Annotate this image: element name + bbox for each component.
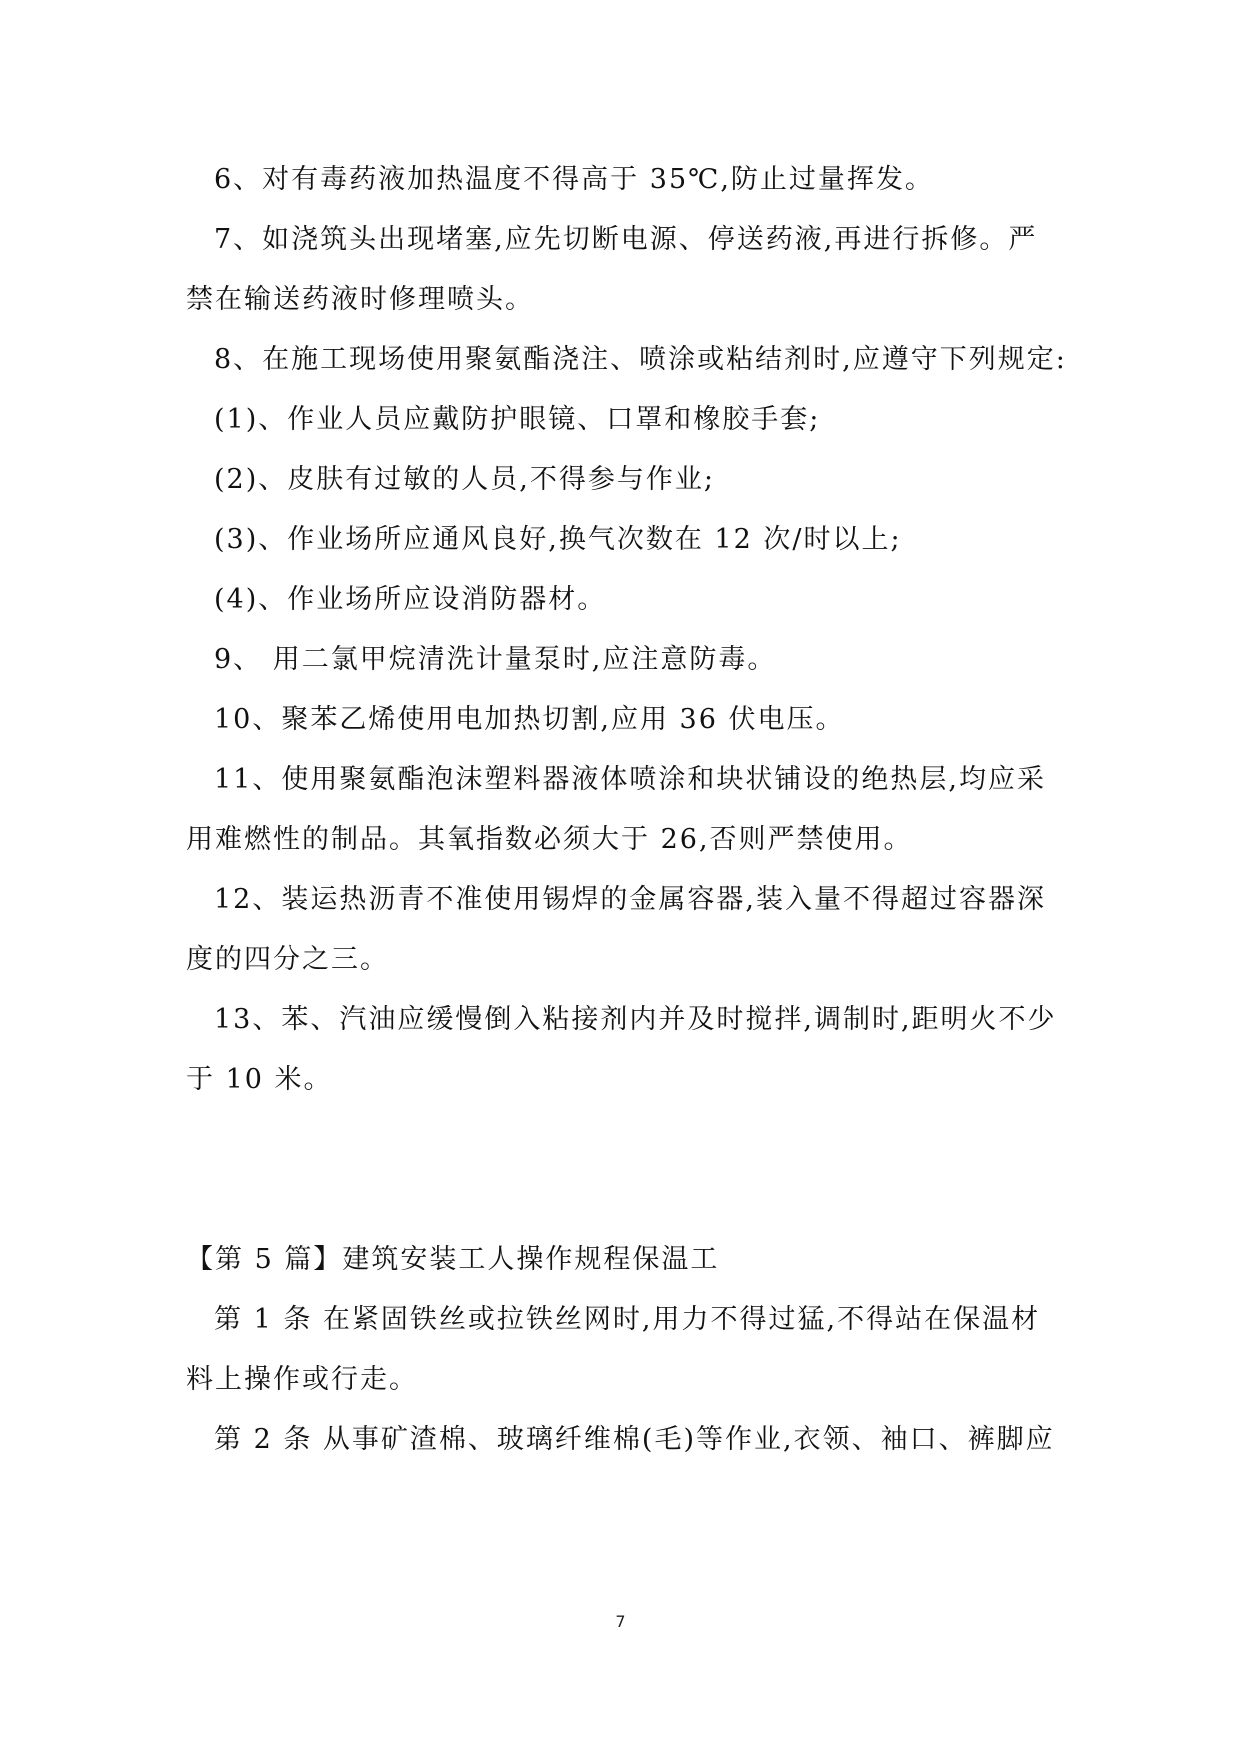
sub-item-4: (4)、作业场所应设消防器材。 [214,584,607,615]
paragraph-item-6: 6、对有毒药液加热温度不得高于 35℃,防止过量挥发。 [214,164,934,195]
paragraph-item-11: 11、使用聚氨酯泡沫塑料器液体喷涂和块状铺设的绝热层,均应采 [214,764,1046,795]
paragraph-item-11-cont: 用难燃性的制品。其氧指数必须大于 26,否则严禁使用。 [186,824,913,855]
section-heading: 【第 5 篇】建筑安装工人操作规程保温工 [186,1244,720,1275]
article-2: 第 2 条 从事矿渣棉、玻璃纤维棉(毛)等作业,衣领、袖口、裤脚应 [214,1424,1055,1455]
sub-item-1: (1)、作业人员应戴防护眼镜、口罩和橡胶手套; [214,404,821,435]
paragraph-item-9: 9、 用二氯甲烷清洗计量泵时,应注意防毒。 [214,644,777,675]
paragraph-item-7-cont: 禁在输送药液时修理喷头。 [186,284,534,315]
paragraph-item-13: 13、苯、汽油应缓慢倒入粘接剂内并及时搅拌,调制时,距明火不少 [214,1004,1057,1035]
paragraph-item-8: 8、在施工现场使用聚氨酯浇注、喷涂或粘结剂时,应遵守下列规定: [214,344,1067,375]
page-number: 7 [615,1612,626,1631]
paragraph-item-12-cont: 度的四分之三。 [186,944,389,975]
article-1-cont: 料上操作或行走。 [186,1364,418,1395]
article-1: 第 1 条 在紧固铁丝或拉铁丝网时,用力不得过猛,不得站在保温材 [214,1304,1041,1335]
paragraph-item-12: 12、装运热沥青不准使用锡焊的金属容器,装入量不得超过容器深 [214,884,1046,915]
sub-item-3: (3)、作业场所应通风良好,换气次数在 12 次/时以上; [214,524,902,555]
sub-item-2: (2)、皮肤有过敏的人员,不得参与作业; [214,464,715,495]
paragraph-item-7: 7、如浇筑头出现堵塞,应先切断电源、停送药液,再进行拆修。严 [214,224,1038,255]
paragraph-item-10: 10、聚苯乙烯使用电加热切割,应用 36 伏电压。 [214,704,845,735]
paragraph-item-13-cont: 于 10 米。 [186,1064,333,1095]
